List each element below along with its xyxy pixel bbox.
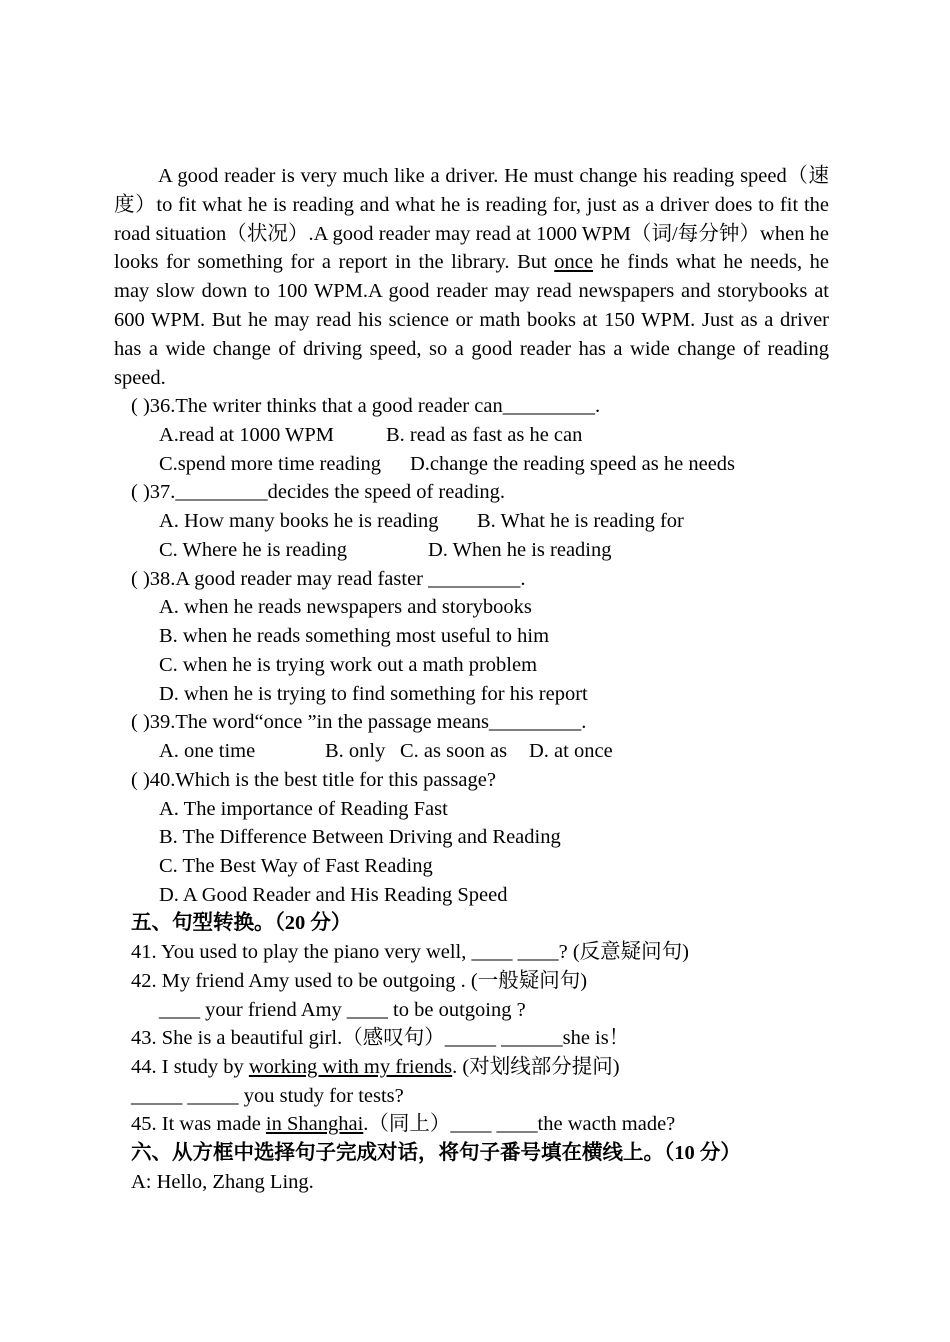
q36-option-a: A.read at 1000 WPM: [159, 424, 334, 446]
q38-option-c: C. when he is trying work out a math problem: [159, 654, 538, 676]
q39-option-d: D. at once: [529, 740, 613, 762]
sentence-45: [131, 1110, 675, 1138]
q36-option-c: C.spend more time reading: [159, 453, 382, 475]
q40-option-d: D. A Good Reader and His Reading Speed: [159, 884, 508, 906]
sentence-43: 43. She is a beautiful girl.（感叹句）_____ ______she is！: [131, 1027, 630, 1049]
reading-passage: [114, 162, 829, 392]
q37-option-c: C. Where he is reading: [159, 539, 348, 561]
q38-option-a: A. when he reads newspapers and storybooks: [159, 596, 532, 618]
q37-option-d: D. When he is reading: [428, 539, 612, 561]
q36-option-d: D.change the reading speed as he needs: [410, 453, 736, 475]
sentence-44: [131, 1053, 620, 1081]
q38-option-d: D. when he is trying to find something for his report: [159, 683, 588, 705]
q39-option-a: A. one time: [159, 740, 256, 762]
q40-option-b: B. The Difference Between Driving and Reading: [159, 826, 561, 848]
q40-option-c: C. The Best Way of Fast Reading: [159, 855, 433, 877]
q39-option-b: B. only: [325, 740, 386, 762]
sentence-44-start: 44. I study by: [131, 1056, 249, 1078]
sentence-45-end: .（同上）____ ____the wacth made?: [363, 1113, 676, 1135]
sentence-45-underlined: in Shanghai: [265, 1113, 364, 1135]
sentence-44-end: . (对划线部分提问): [452, 1056, 620, 1078]
dialogue-line-a1: A: Hello, Zhang Ling.: [131, 1171, 314, 1193]
passage-text-2: he finds what he needs, he may slow down to 100 WPM.A good reader may read newspapers and storybooks at 600 WPM. But he may read his science or math books at 150 WPM. Just as a driver has a wide change of driving speed, so a good reader has a wide change of reading speed.: [114, 251, 829, 389]
question-38: ( )38.A good reader may read faster _________.: [131, 568, 526, 590]
q37-option-a: A. How many books he is reading: [159, 510, 439, 532]
passage-underlined-word: once: [554, 251, 593, 274]
q37-option-b: B. What he is reading for: [477, 510, 684, 532]
question-37: ( )37._________decides the speed of reading.: [131, 481, 506, 503]
question-40: ( )40.Which is the best title for this passage?: [131, 769, 496, 791]
q40-option-a: A. The importance of Reading Fast: [159, 798, 448, 820]
sentence-42-blank: ____ your friend Amy ____ to be outgoing ?: [159, 999, 526, 1021]
sentence-42: 42. My friend Amy used to be outgoing . (一般疑问句): [131, 970, 588, 992]
question-39: ( )39.The word“once ”in the passage means_________.: [131, 711, 587, 733]
q38-option-b: B. when he reads something most useful to him: [159, 625, 550, 647]
question-36: ( )36.The writer thinks that a good reader can_________.: [131, 395, 601, 417]
section-5-heading: 五、句型转换。（20 分）: [131, 912, 352, 934]
sentence-44-underlined: working with my friends: [248, 1056, 453, 1078]
passage-text-1: A good reader is very much like a driver. He must change his reading speed（速度）to fit what he is reading and what he is reading for, just as a driver does to fit the road situation（状况）.A good reader may read at 1000 WPM（词/每分钟）when he looks for something for a report in the library. But: [114, 165, 829, 274]
sentence-44-blank: _____ _____ you study for tests?: [131, 1085, 404, 1107]
q39-option-c: C. as soon as: [400, 740, 508, 762]
sentence-41: 41. You used to play the piano very well, ____ ____? (反意疑问句): [131, 941, 689, 963]
q36-option-b: B. read as fast as he can: [386, 424, 583, 446]
sentence-45-start: 45. It was made: [131, 1113, 266, 1135]
section-6-heading: 六、从方框中选择句子完成对话，将句子番号填在横线上。（10 分）: [131, 1142, 741, 1164]
